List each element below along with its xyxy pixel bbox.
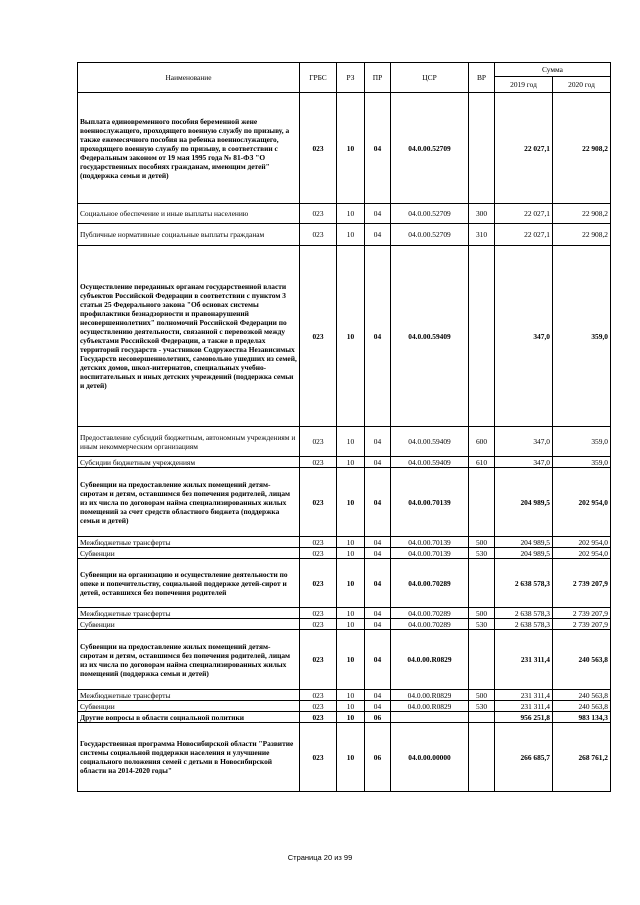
header-rz: РЗ xyxy=(337,63,365,93)
table-row xyxy=(78,723,611,792)
cell-csr: 04.0.00.59409 xyxy=(391,457,469,468)
cell-2019: 2 638 578,3 xyxy=(495,619,553,630)
cell-2020: 359,0 xyxy=(553,427,611,457)
cell-csr: 04.0.00.00000 xyxy=(391,723,469,792)
header-vr: ВР xyxy=(469,63,495,93)
cell-pr: 04 xyxy=(365,204,391,224)
cell-rz: 10 xyxy=(337,723,365,792)
cell-rz: 10 xyxy=(337,712,365,723)
cell-name: Субвенции на предоставление жилых помещений детям-сиротам и детям, оставшимся без попечения родителей, лицам из их числа по договорам найма специализированных жилых помещений за счет средств областного бюджета (поддержка семьи и детей) xyxy=(78,468,300,537)
cell-rz: 10 xyxy=(337,701,365,712)
cell-pr: 04 xyxy=(365,608,391,619)
budget-table xyxy=(77,62,611,792)
cell-csr: 04.0.00.70139 xyxy=(391,468,469,537)
cell-csr: 04.0.00.52709 xyxy=(391,204,469,224)
cell-name: Публичные нормативные социальные выплаты гражданам xyxy=(78,224,300,246)
cell-2019: 347,0 xyxy=(495,457,553,468)
cell-vr: 610 xyxy=(469,457,495,468)
cell-vr: 600 xyxy=(469,427,495,457)
table-row xyxy=(78,224,611,246)
cell-rz: 10 xyxy=(337,690,365,701)
cell-name: Предоставление субсидий бюджетным, автономным учреждениям и иным некоммерческим организациям xyxy=(78,427,300,457)
cell-rz: 10 xyxy=(337,246,365,427)
cell-grbs: 023 xyxy=(300,690,337,701)
cell-name: Межбюджетные трансферты xyxy=(78,608,300,619)
cell-csr: 04.0.00.70139 xyxy=(391,537,469,548)
cell-grbs: 023 xyxy=(300,93,337,204)
cell-name: Другие вопросы в области социальной политики xyxy=(78,712,300,723)
cell-vr: 530 xyxy=(469,619,495,630)
cell-pr: 04 xyxy=(365,690,391,701)
cell-csr: 04.0.00.70289 xyxy=(391,608,469,619)
cell-rz: 10 xyxy=(337,93,365,204)
cell-name: Межбюджетные трансферты xyxy=(78,537,300,548)
cell-2020: 359,0 xyxy=(553,457,611,468)
cell-name: Выплата единовременного пособия беременной жене военнослужащего, проходящего военную службу по призыву, а также ежемесячного пособия на ребенка военнослужащего, проходящего военную службу по призыву, в соответствии с Федеральным законом от 19 мая 1995 года № 81-ФЗ "О государственных пособиях гражданам, имеющим детей" (поддержка семьи и детей) xyxy=(78,93,300,204)
cell-rz: 10 xyxy=(337,548,365,559)
cell-grbs: 023 xyxy=(300,204,337,224)
cell-rz: 10 xyxy=(337,608,365,619)
cell-name: Государственная программа Новосибирской области "Развитие системы социальной поддержки населения и улучшение социального положения семей с детьми в Новосибирской области на 2014-2020 годы" xyxy=(78,723,300,792)
cell-pr: 06 xyxy=(365,723,391,792)
cell-2019: 22 027,1 xyxy=(495,204,553,224)
table-row xyxy=(78,204,611,224)
cell-2020: 240 563,8 xyxy=(553,690,611,701)
cell-vr xyxy=(469,630,495,690)
cell-2020: 268 761,2 xyxy=(553,723,611,792)
cell-csr: 04.0.00.52709 xyxy=(391,93,469,204)
header-2019: 2019 год xyxy=(495,77,553,93)
cell-2020: 983 134,3 xyxy=(553,712,611,723)
cell-vr: 300 xyxy=(469,204,495,224)
cell-vr xyxy=(469,468,495,537)
cell-rz: 10 xyxy=(337,224,365,246)
cell-name: Межбюджетные трансферты xyxy=(78,690,300,701)
cell-rz: 10 xyxy=(337,204,365,224)
cell-grbs: 023 xyxy=(300,537,337,548)
cell-csr: 04.0.00.70289 xyxy=(391,619,469,630)
cell-2020: 240 563,8 xyxy=(553,701,611,712)
cell-2019: 204 989,5 xyxy=(495,548,553,559)
cell-csr xyxy=(391,712,469,723)
cell-2019: 231 311,4 xyxy=(495,701,553,712)
cell-grbs: 023 xyxy=(300,723,337,792)
cell-vr: 530 xyxy=(469,548,495,559)
cell-name: Осуществление переданных органам государственной власти субъектов Российской Федерации в соответствии с пунктом 3 статьи 25 Федерального закона "Об основах системы профилактики безнадзорности и правонарушений несовершеннолетних" полномочий Российской Федерации по осуществлению деятельности, связанной с перевозкой между субъектами Российской Федерации, а также в пределах территорий государств - участников Содружества Независимых Государств несовершеннолетних, самовольно ушедших из семей, детских домов, школ-интернатов, специальных учебно-воспитательных и иных детских учреждений (поддержка семьи и детей) xyxy=(78,246,300,427)
cell-name: Социальное обеспечение и иные выплаты населению xyxy=(78,204,300,224)
cell-vr: 500 xyxy=(469,608,495,619)
cell-2020: 22 908,2 xyxy=(553,93,611,204)
header-2020: 2020 год xyxy=(553,77,611,93)
cell-2019: 347,0 xyxy=(495,427,553,457)
cell-csr: 04.0.00.52709 xyxy=(391,224,469,246)
table-row xyxy=(78,548,611,559)
cell-2019: 204 989,5 xyxy=(495,468,553,537)
cell-name: Субвенции xyxy=(78,701,300,712)
cell-vr xyxy=(469,712,495,723)
header-pr: ПР xyxy=(365,63,391,93)
table-row xyxy=(78,630,611,690)
cell-name: Субсидии бюджетным учреждениям xyxy=(78,457,300,468)
cell-name: Субвенции xyxy=(78,548,300,559)
cell-pr: 04 xyxy=(365,537,391,548)
cell-name: Субвенции на предоставление жилых помещений детям-сиротам и детям, оставшимся без попечения родителей, лицам из их числа по договорам найма специализированных жилых помещений (поддержка семьи и детей) xyxy=(78,630,300,690)
table-row xyxy=(78,690,611,701)
cell-grbs: 023 xyxy=(300,630,337,690)
header-sum: Сумма xyxy=(495,63,611,77)
cell-rz: 10 xyxy=(337,537,365,548)
cell-vr xyxy=(469,93,495,204)
cell-2019: 956 251,8 xyxy=(495,712,553,723)
table-row xyxy=(78,712,611,723)
cell-pr: 04 xyxy=(365,427,391,457)
cell-csr: 04.0.00.70139 xyxy=(391,548,469,559)
cell-2020: 359,0 xyxy=(553,246,611,427)
cell-rz: 10 xyxy=(337,630,365,690)
cell-pr: 04 xyxy=(365,468,391,537)
cell-2020: 2 739 207,9 xyxy=(553,559,611,608)
cell-2020: 202 954,0 xyxy=(553,537,611,548)
cell-pr: 04 xyxy=(365,619,391,630)
cell-csr: 04.0.00.59409 xyxy=(391,246,469,427)
header-grbs: ГРБС xyxy=(300,63,337,93)
table-row xyxy=(78,559,611,608)
cell-2019: 231 311,4 xyxy=(495,690,553,701)
table-row xyxy=(78,608,611,619)
cell-grbs: 023 xyxy=(300,701,337,712)
cell-grbs: 023 xyxy=(300,457,337,468)
cell-pr: 04 xyxy=(365,559,391,608)
cell-csr: 04.0.00.R0829 xyxy=(391,701,469,712)
cell-2020: 202 954,0 xyxy=(553,548,611,559)
cell-vr: 500 xyxy=(469,537,495,548)
cell-vr: 310 xyxy=(469,224,495,246)
cell-csr: 04.0.00.R0829 xyxy=(391,690,469,701)
cell-2019: 2 638 578,3 xyxy=(495,559,553,608)
cell-vr: 530 xyxy=(469,701,495,712)
cell-rz: 10 xyxy=(337,427,365,457)
cell-2019: 2 638 578,3 xyxy=(495,608,553,619)
cell-grbs: 023 xyxy=(300,224,337,246)
table-row xyxy=(78,468,611,537)
table-body xyxy=(78,93,611,792)
cell-vr xyxy=(469,246,495,427)
cell-rz: 10 xyxy=(337,619,365,630)
cell-grbs: 023 xyxy=(300,468,337,537)
cell-2019: 22 027,1 xyxy=(495,224,553,246)
cell-rz: 10 xyxy=(337,457,365,468)
cell-grbs: 023 xyxy=(300,712,337,723)
cell-name: Субвенции на организацию и осуществление деятельности по опеке и попечительству, социальной поддержке детей-сирот и детей, оставшихся без попечения родителей xyxy=(78,559,300,608)
cell-grbs: 023 xyxy=(300,619,337,630)
cell-2020: 2 739 207,9 xyxy=(553,619,611,630)
cell-2019: 347,0 xyxy=(495,246,553,427)
cell-grbs: 023 xyxy=(300,427,337,457)
table-row xyxy=(78,537,611,548)
cell-grbs: 023 xyxy=(300,559,337,608)
cell-pr: 04 xyxy=(365,701,391,712)
table-row xyxy=(78,457,611,468)
cell-grbs: 023 xyxy=(300,548,337,559)
cell-grbs: 023 xyxy=(300,246,337,427)
cell-csr: 04.0.00.R0829 xyxy=(391,630,469,690)
cell-pr: 04 xyxy=(365,224,391,246)
header-name: Наименование xyxy=(78,63,300,93)
cell-csr: 04.0.00.59409 xyxy=(391,427,469,457)
header-csr: ЦСР xyxy=(391,63,469,93)
table-row xyxy=(78,93,611,204)
cell-2019: 266 685,7 xyxy=(495,723,553,792)
cell-vr xyxy=(469,559,495,608)
cell-2020: 22 908,2 xyxy=(553,224,611,246)
cell-2020: 22 908,2 xyxy=(553,204,611,224)
cell-2019: 204 989,5 xyxy=(495,537,553,548)
cell-2020: 2 739 207,9 xyxy=(553,608,611,619)
cell-vr: 500 xyxy=(469,690,495,701)
cell-pr: 04 xyxy=(365,630,391,690)
table-row xyxy=(78,619,611,630)
table-row xyxy=(78,701,611,712)
cell-grbs: 023 xyxy=(300,608,337,619)
cell-pr: 04 xyxy=(365,457,391,468)
cell-rz: 10 xyxy=(337,559,365,608)
table-row xyxy=(78,246,611,427)
cell-2020: 240 563,8 xyxy=(553,630,611,690)
cell-pr: 06 xyxy=(365,712,391,723)
cell-rz: 10 xyxy=(337,468,365,537)
cell-csr: 04.0.00.70289 xyxy=(391,559,469,608)
cell-vr xyxy=(469,723,495,792)
cell-2019: 231 311,4 xyxy=(495,630,553,690)
cell-pr: 04 xyxy=(365,93,391,204)
cell-2020: 202 954,0 xyxy=(553,468,611,537)
cell-name: Субвенции xyxy=(78,619,300,630)
page-number: Страница 20 из 99 xyxy=(287,853,353,862)
table-row xyxy=(78,427,611,457)
cell-pr: 04 xyxy=(365,548,391,559)
cell-2019: 22 027,1 xyxy=(495,93,553,204)
cell-pr: 04 xyxy=(365,246,391,427)
